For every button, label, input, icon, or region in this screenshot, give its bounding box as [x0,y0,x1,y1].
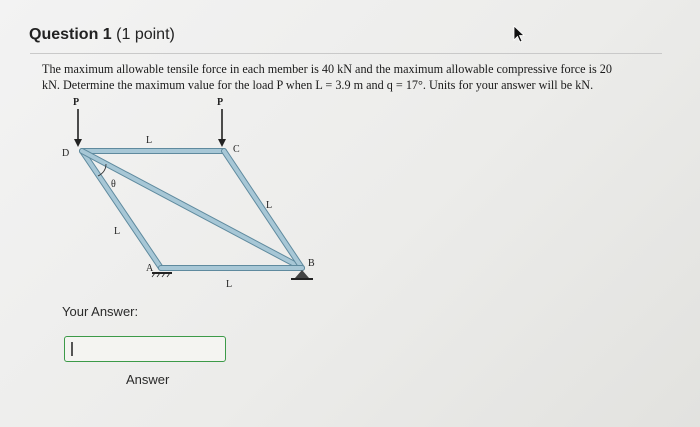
question-number: Question 1 [29,26,112,43]
question-title [29,26,175,44]
question-text-line-1: The maximum allowable tensile force in each member is 40 kN and the maximum allowable compressive force is 20 [42,62,612,76]
angle-label: θ [111,179,116,190]
answer-button[interactable]: Answer [126,372,170,387]
mouse-cursor-icon [512,24,526,44]
answer-input[interactable] [64,336,226,362]
your-answer-label: Your Answer: [62,304,139,319]
member-label-bottom: L [226,279,233,290]
member-label-top: L [146,135,153,146]
load-arrow-right [218,109,226,147]
truss-diagram [40,92,340,292]
node-label-b: B [308,258,315,269]
load-label-right: P [217,97,224,108]
load-label-left: P [73,97,80,108]
support-a [152,273,172,277]
member-label-right: L [266,200,273,211]
load-arrow-left [74,109,82,147]
question-text [42,61,682,93]
node-label-c: C [233,144,240,155]
node-label-a: A [146,263,154,274]
text-caret [71,342,73,356]
question-points: (1 point) [116,26,175,43]
support-b [291,270,313,279]
node-label-d: D [62,148,70,159]
question-text-line-2: kN. Determine the maximum value for the load P when L = 3.9 m and q = 17°. Units for your answer will be kN. [42,78,594,92]
title-divider [30,53,662,54]
member-label-left: L [114,226,121,237]
